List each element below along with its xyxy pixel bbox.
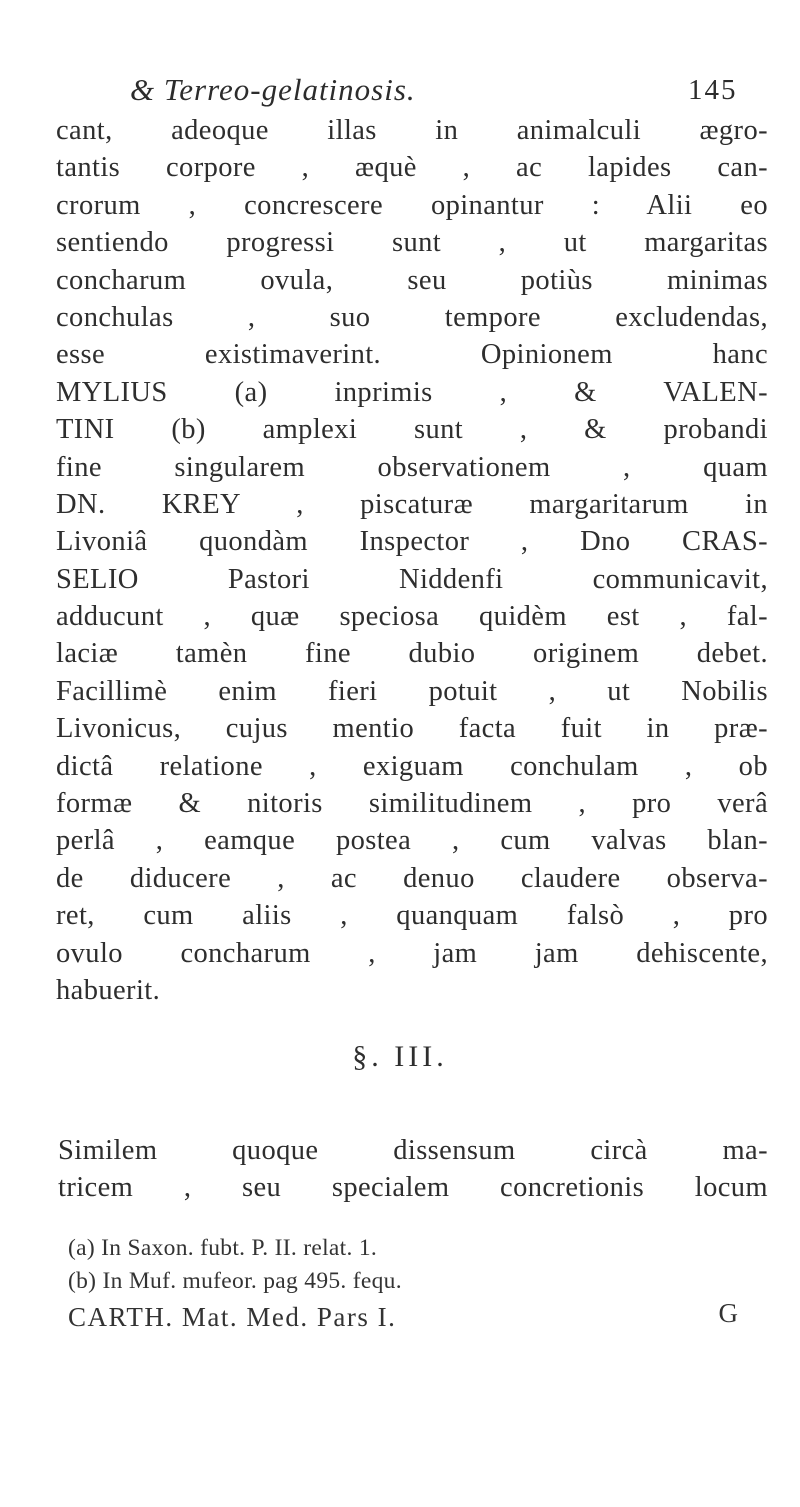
page-number: 145 [688, 74, 738, 106]
text-line: MYLIUS (a) inprimis , & VALEN- [56, 376, 768, 408]
text-line: de diducere , ac denuo claudere observa- [56, 862, 768, 894]
footnote-a: (a) In Saxon. fubt. P. II. relat. 1. [68, 1235, 378, 1261]
running-head [0, 72, 800, 112]
signature-line: CARTH. Mat. Med. Pars I. [68, 1302, 397, 1332]
text-line: sentiendo progressi sunt , ut margaritas [56, 227, 768, 259]
second-paragraph [58, 1132, 768, 1207]
text-line: Facillimè enim fieri potuit , ut Nobilis [56, 675, 768, 707]
text-line: crorum , concrescere opinantur : Alii eo [56, 189, 768, 221]
footnotes [68, 1232, 768, 1336]
text-line: habuerit. [56, 974, 161, 1006]
text-line: concharum ovula, seu potiùs minimas [56, 264, 768, 296]
text-line: Livoniâ quondàm Inspector , Dno CRAS- [56, 526, 768, 558]
text-line: TINI (b) amplexi sunt , & probandi [56, 414, 768, 446]
text-line: perlâ , eamque postea , cum valvas blan- [56, 825, 768, 857]
text-line: DN. KREY , piscaturæ margaritarum in [56, 488, 768, 520]
section-heading: §. III. [352, 1040, 448, 1073]
text-line: conchulas , suo tempore excludendas, [56, 301, 768, 333]
text-line: Livonicus, cujus mentio facta fuit in præ- [56, 713, 768, 745]
text-line: adducunt , quæ speciosa quidèm est , fal- [56, 601, 768, 633]
text-line: ovulo concharum , jam jam dehiscente, [56, 937, 768, 969]
running-title: & Terreo-gelatinosis. [130, 72, 416, 107]
main-paragraph [56, 112, 768, 1009]
text-line: fine singularem observationem , quam [56, 451, 768, 483]
text-line: cant, adeoque illas in animalculi ægro- [56, 115, 768, 146]
text-line: SELIO Pastori Niddenfi communicavit, [56, 563, 768, 595]
signature-mark: G [718, 1298, 738, 1328]
text-line: esse existimaverint. Opinionem hanc [56, 339, 768, 371]
text-line: dictâ relatione , exiguam conchulam , ob [56, 750, 768, 782]
text-line: laciæ tamèn fine dubio originem debet. [56, 638, 768, 670]
text-line: formæ & nitoris similitudinem , pro verâ [56, 788, 768, 820]
footnote-b: (b) In Muf. mufeor. pag 495. fequ. [68, 1268, 402, 1294]
text-line: ret, cum aliis , quanquam falsò , pro [56, 900, 768, 932]
text-line: tricem , seu specialem concretionis locum [58, 1172, 768, 1204]
text-line: Similem quoque dissensum circà ma- [58, 1135, 768, 1166]
text-line: tantis corpore , æquè , ac lapides can- [56, 152, 768, 184]
